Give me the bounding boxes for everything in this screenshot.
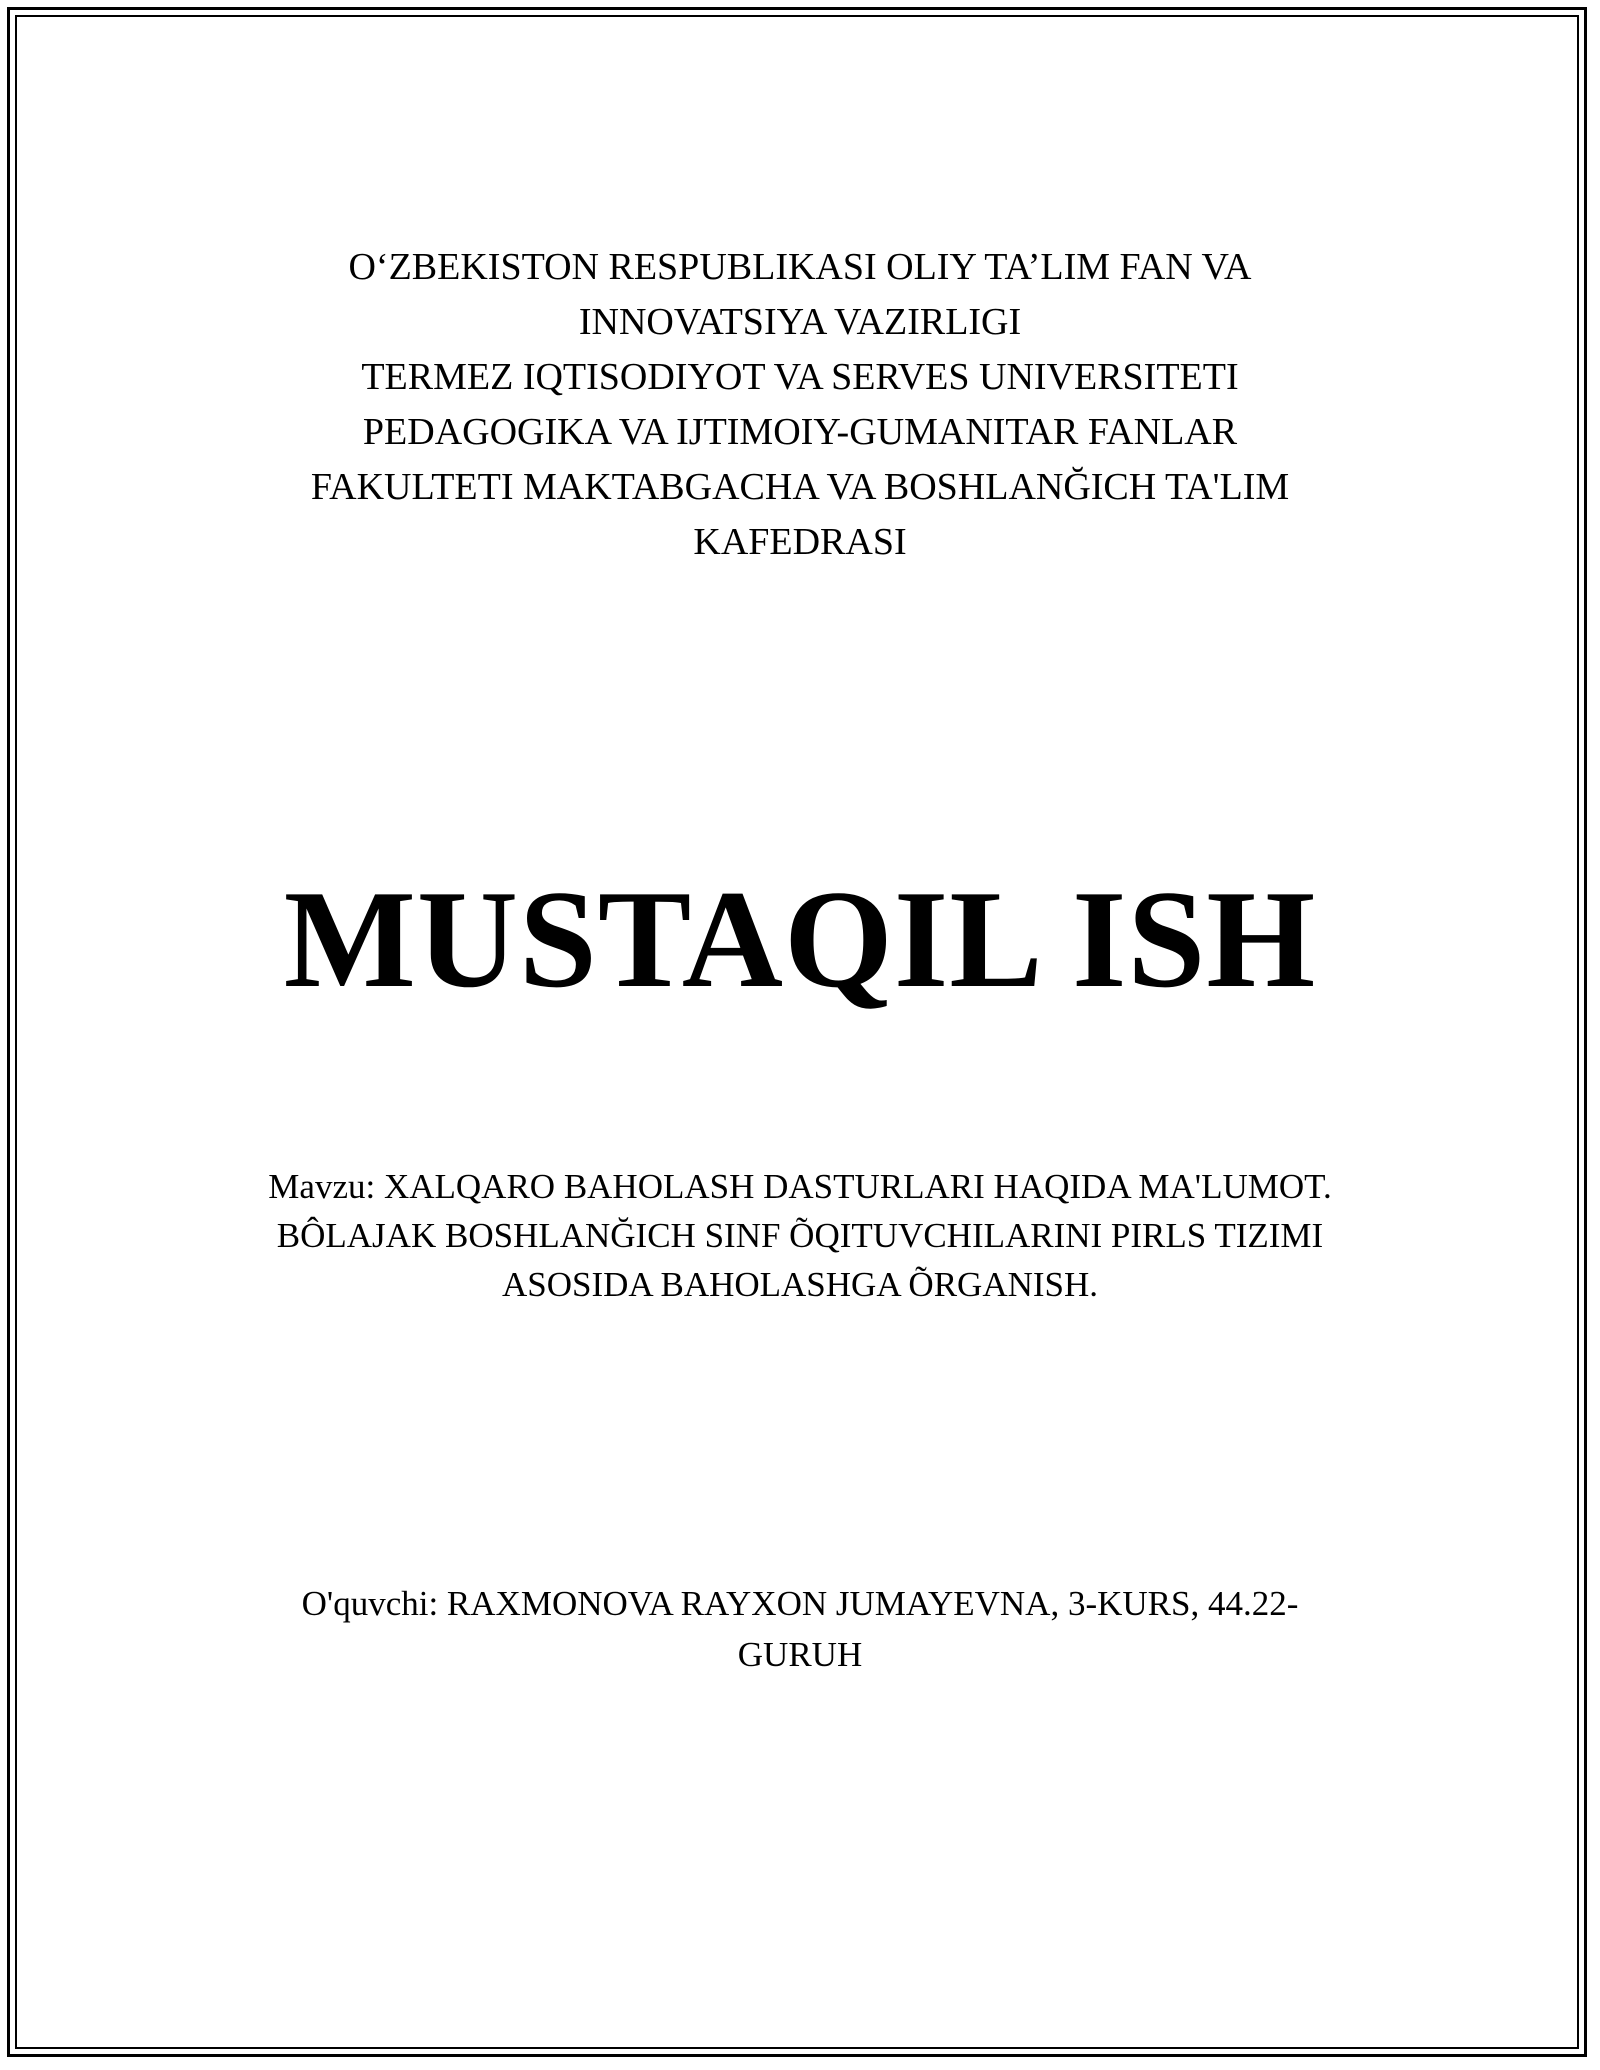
student-block — [220, 1578, 1380, 1680]
topic-block — [200, 1162, 1400, 1309]
institution-header — [220, 240, 1380, 570]
header-line: TERMEZ IQTISODIYOT VA SERVES UNIVERSITETI — [361, 356, 1239, 398]
header-line: PEDAGOGIKA VA IJTIMOIY-GUMANITAR FANLAR — [362, 411, 1238, 453]
document-title: MUSTAQIL ISH — [283, 862, 1317, 1017]
topic-line: ASOSIDA BAHOLASHGA ÕRGANISH. — [501, 1265, 1099, 1304]
header-line: FAKULTETI MAKTABGACHA VA BOSHLANĞICH TA'LIM — [310, 466, 1290, 508]
student-line: GURUH — [737, 1635, 863, 1674]
header-line: INNOVATSIYA VAZIRLIGI — [578, 301, 1022, 343]
topic-line: Mavzu: XALQARO BAHOLASH DASTURLARI HAQIDA MA'LUMOT. — [268, 1167, 1332, 1206]
header-line: KAFEDRASI — [693, 521, 907, 563]
topic-line: BÔLAJAK BOSHLANĞICH SINF ÕQITUVCHILARINI PIRLS TIZIMI — [276, 1216, 1324, 1255]
header-line: O‘ZBEKISTON RESPUBLIKASI OLIY TA’LIM FAN VA — [348, 246, 1252, 288]
student-line: O'quvchi: RAXMONOVA RAYXON JUMAYEVNA, 3-KURS, 44.22- — [301, 1584, 1299, 1623]
